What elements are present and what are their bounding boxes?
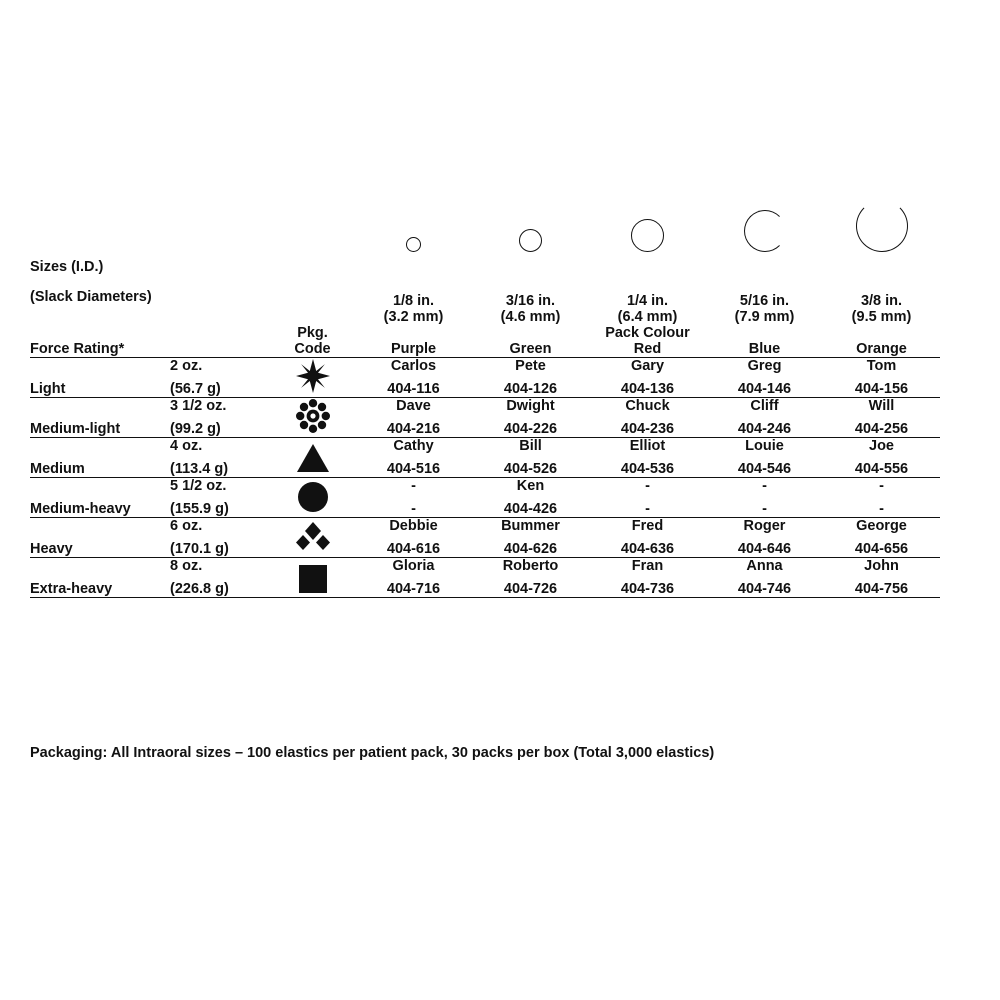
sizes-label [30, 256, 355, 309]
table-cell [706, 398, 823, 438]
spacer-cell [170, 325, 270, 341]
cell-code: 404-616 [386, 541, 441, 558]
cell-name: George [856, 518, 907, 535]
force-rating-cell [30, 358, 170, 398]
cell-code: - [645, 501, 650, 518]
cell-code: 404-646 [737, 541, 792, 558]
force-value-cell [170, 398, 270, 438]
size-inches-row [30, 256, 940, 309]
table-row [30, 398, 940, 438]
table-cell [355, 438, 472, 478]
col-header-inches-1: 1/8 in. [392, 293, 435, 310]
table-cell [823, 398, 940, 438]
cell-code: 404-656 [854, 541, 909, 558]
table-cell [823, 438, 940, 478]
flower-rosette-icon [296, 399, 330, 433]
table-cell [706, 478, 823, 518]
table-row [30, 558, 940, 598]
cell-code: 404-426 [503, 501, 558, 518]
elastics-table [30, 200, 940, 598]
cell-code: 404-116 [387, 381, 440, 398]
cell-name: Bummer [501, 518, 560, 535]
table-cell [589, 478, 706, 518]
table-cell [472, 478, 589, 518]
col-header-mm-2: (4.6 mm) [500, 309, 561, 326]
ring-diagram-row [30, 200, 940, 256]
col-header-colour-5: Orange [856, 341, 907, 358]
cell-name: Joe [869, 438, 894, 455]
cell-name: Ken [516, 478, 545, 495]
table-cell [706, 358, 823, 398]
force-grams: (113.4 g) [170, 461, 229, 478]
table-cell [355, 478, 472, 518]
table-cell [823, 558, 940, 598]
spacer-cell [170, 200, 270, 256]
table-cell [472, 398, 589, 438]
cell-code: - [762, 501, 767, 518]
cell-code: 404-626 [503, 541, 558, 558]
table-cell [355, 398, 472, 438]
table-cell [706, 558, 823, 598]
packaging-footnote: Packaging: All Intraoral sizes – 100 elastics per patient pack, 30 packs per box (Total 3,000 elastics) [30, 745, 715, 761]
col-header-mm-4: (7.9 mm) [734, 309, 795, 326]
cell-code: 404-536 [620, 461, 675, 478]
table-row [30, 478, 940, 518]
elastics-size-chart [30, 200, 940, 598]
cell-name: Greg [747, 358, 782, 375]
force-grams: (170.1 g) [170, 541, 229, 558]
table-cell [589, 358, 706, 398]
col-header-inches-2: 3/16 in. [505, 293, 556, 310]
cell-code: 404-136 [620, 381, 675, 398]
force-oz: 2 oz. [170, 358, 203, 375]
table-cell [706, 518, 823, 558]
spacer-cell [823, 325, 940, 341]
cell-name: - [879, 478, 884, 495]
cell-name: Will [868, 398, 895, 415]
spacer-cell [270, 200, 355, 256]
table-cell [472, 518, 589, 558]
pkg-code-header-line2: Code [294, 341, 331, 358]
table-cell [472, 358, 589, 398]
square-icon [299, 565, 327, 593]
pkg-code-symbol-cell [270, 438, 355, 478]
cell-name: Gloria [392, 558, 435, 575]
table-cell [589, 438, 706, 478]
force-grams: (155.9 g) [170, 501, 229, 518]
four-diamonds-icon [295, 521, 331, 553]
cell-code: 404-246 [737, 421, 792, 438]
cell-name: - [645, 478, 650, 495]
cell-code: 404-156 [854, 381, 909, 398]
force-grams: (56.7 g) [170, 381, 221, 398]
col-header-mm-5: (9.5 mm) [851, 309, 912, 326]
colour-names-row [30, 341, 940, 357]
col-header-colour-3: Red [633, 341, 662, 358]
table-cell [589, 398, 706, 438]
table-row [30, 438, 940, 478]
cell-code: 404-556 [854, 461, 909, 478]
col-header-mm-1: (3.2 mm) [383, 309, 444, 326]
force-rating-cell [30, 518, 170, 558]
cell-code: - [879, 501, 884, 518]
spacer-cell [30, 325, 170, 341]
force-oz: 8 oz. [170, 558, 203, 575]
cell-code: 404-546 [737, 461, 792, 478]
cell-name: Chuck [625, 398, 670, 415]
cell-code: 404-126 [503, 381, 558, 398]
pkg-code-symbol-cell [270, 518, 355, 558]
table-cell [589, 518, 706, 558]
cell-name: Bill [519, 438, 542, 455]
ring-5-16 [706, 200, 823, 256]
table-row [30, 518, 940, 558]
circle-icon [297, 481, 329, 513]
cell-name: Gary [630, 358, 665, 375]
col-header-colour-1: Purple [390, 341, 437, 358]
cell-name: - [762, 478, 767, 495]
pkg-code-symbol-cell [270, 358, 355, 398]
cell-name: Fred [631, 518, 664, 535]
cell-name: Carlos [390, 358, 437, 375]
ring-3-8 [823, 200, 940, 256]
force-rating-cell [30, 558, 170, 598]
col-header-mm-3: (6.4 mm) [617, 309, 678, 326]
cell-name: Roberto [502, 558, 559, 575]
cell-name: Cathy [393, 438, 434, 455]
cell-code: 404-146 [737, 381, 792, 398]
table-cell [355, 358, 472, 398]
force-rating-cell [30, 478, 170, 518]
cell-code: 404-636 [620, 541, 675, 558]
spacer-cell [706, 325, 823, 341]
table-cell [472, 558, 589, 598]
force-value-cell [170, 438, 270, 478]
force-rating-label: Medium [30, 461, 85, 478]
force-rating-cell [30, 398, 170, 438]
cell-name: Fran [631, 558, 664, 575]
pack-colour-header: Pack Colour [605, 325, 690, 342]
col-header-inches-4: 5/16 in. [739, 293, 790, 310]
table-cell [472, 438, 589, 478]
force-rating-label: Medium-light [30, 421, 121, 438]
table-row [30, 358, 940, 398]
cell-name: Elliot [629, 438, 666, 455]
ring-1-4 [589, 200, 706, 256]
sizes-label-line1: Sizes (I.D.) [30, 259, 104, 275]
ring-3-16 [472, 200, 589, 256]
cell-name: Dwight [506, 398, 555, 415]
table-cell [823, 518, 940, 558]
table-cell [355, 558, 472, 598]
cell-name: Anna [746, 558, 783, 575]
force-value-cell [170, 358, 270, 398]
cell-name: Pete [515, 358, 546, 375]
force-grams: (226.8 g) [170, 581, 229, 598]
force-rating-label: Heavy [30, 541, 73, 558]
sizes-label-line2: (Slack Diameters) [30, 289, 152, 306]
cell-code: 404-256 [854, 421, 909, 438]
cell-code: 404-226 [503, 421, 558, 438]
cell-name: Dave [396, 398, 431, 415]
ring-1-8 [355, 200, 472, 256]
cell-name: John [864, 558, 899, 575]
cell-code: 404-236 [620, 421, 675, 438]
table-cell [589, 558, 706, 598]
pack-colour-caption-row [30, 325, 940, 341]
spacer-cell [170, 341, 270, 357]
force-oz: 3 1/2 oz. [170, 398, 227, 415]
cell-name: Louie [745, 438, 784, 455]
spacer-cell [170, 309, 270, 325]
table-cell [706, 438, 823, 478]
force-value-cell [170, 558, 270, 598]
cell-code: 404-716 [386, 581, 441, 598]
table-cell [823, 358, 940, 398]
force-oz: 6 oz. [170, 518, 203, 535]
cell-code: 404-516 [386, 461, 441, 478]
cell-code: 404-736 [620, 581, 675, 598]
spacer-cell [30, 200, 170, 256]
cell-code: - [411, 501, 416, 518]
cell-code: 404-216 [386, 421, 441, 438]
force-rating-label: Extra-heavy [30, 581, 113, 598]
cell-code: 404-746 [737, 581, 792, 598]
force-rating-header: Force Rating* [30, 341, 125, 358]
force-rating-cell [30, 438, 170, 478]
force-value-cell [170, 478, 270, 518]
force-grams: (99.2 g) [170, 421, 221, 438]
spacer-cell [30, 309, 170, 325]
size-mm-row [30, 309, 940, 325]
spacer-cell [472, 325, 589, 341]
col-header-inches-3: 1/4 in. [626, 293, 669, 310]
cell-code: 404-726 [503, 581, 558, 598]
cell-code: 404-526 [503, 461, 558, 478]
force-oz: 4 oz. [170, 438, 203, 455]
force-oz: 5 1/2 oz. [170, 478, 227, 495]
triangle-icon [296, 443, 330, 473]
table-cell [355, 518, 472, 558]
spacer-cell [270, 309, 355, 325]
eight-point-star-icon [296, 359, 330, 393]
col-header-colour-4: Blue [748, 341, 781, 358]
force-value-cell [170, 518, 270, 558]
cell-name: - [411, 478, 416, 495]
pkg-code-symbol-cell [270, 558, 355, 598]
force-rating-label: Light [30, 381, 66, 398]
cell-name: Debbie [389, 518, 438, 535]
col-header-inches-5: 3/8 in. [860, 293, 903, 310]
col-header-colour-2: Green [509, 341, 552, 358]
force-rating-label: Medium-heavy [30, 501, 131, 518]
pkg-code-symbol-cell [270, 398, 355, 438]
pkg-code-symbol-cell [270, 478, 355, 518]
pkg-code-header-line1: Pkg. [297, 325, 328, 342]
table-cell [823, 478, 940, 518]
cell-name: Tom [866, 358, 897, 375]
cell-name: Cliff [750, 398, 779, 415]
spacer-cell [355, 325, 472, 341]
cell-code: 404-756 [854, 581, 909, 598]
cell-name: Roger [743, 518, 786, 535]
